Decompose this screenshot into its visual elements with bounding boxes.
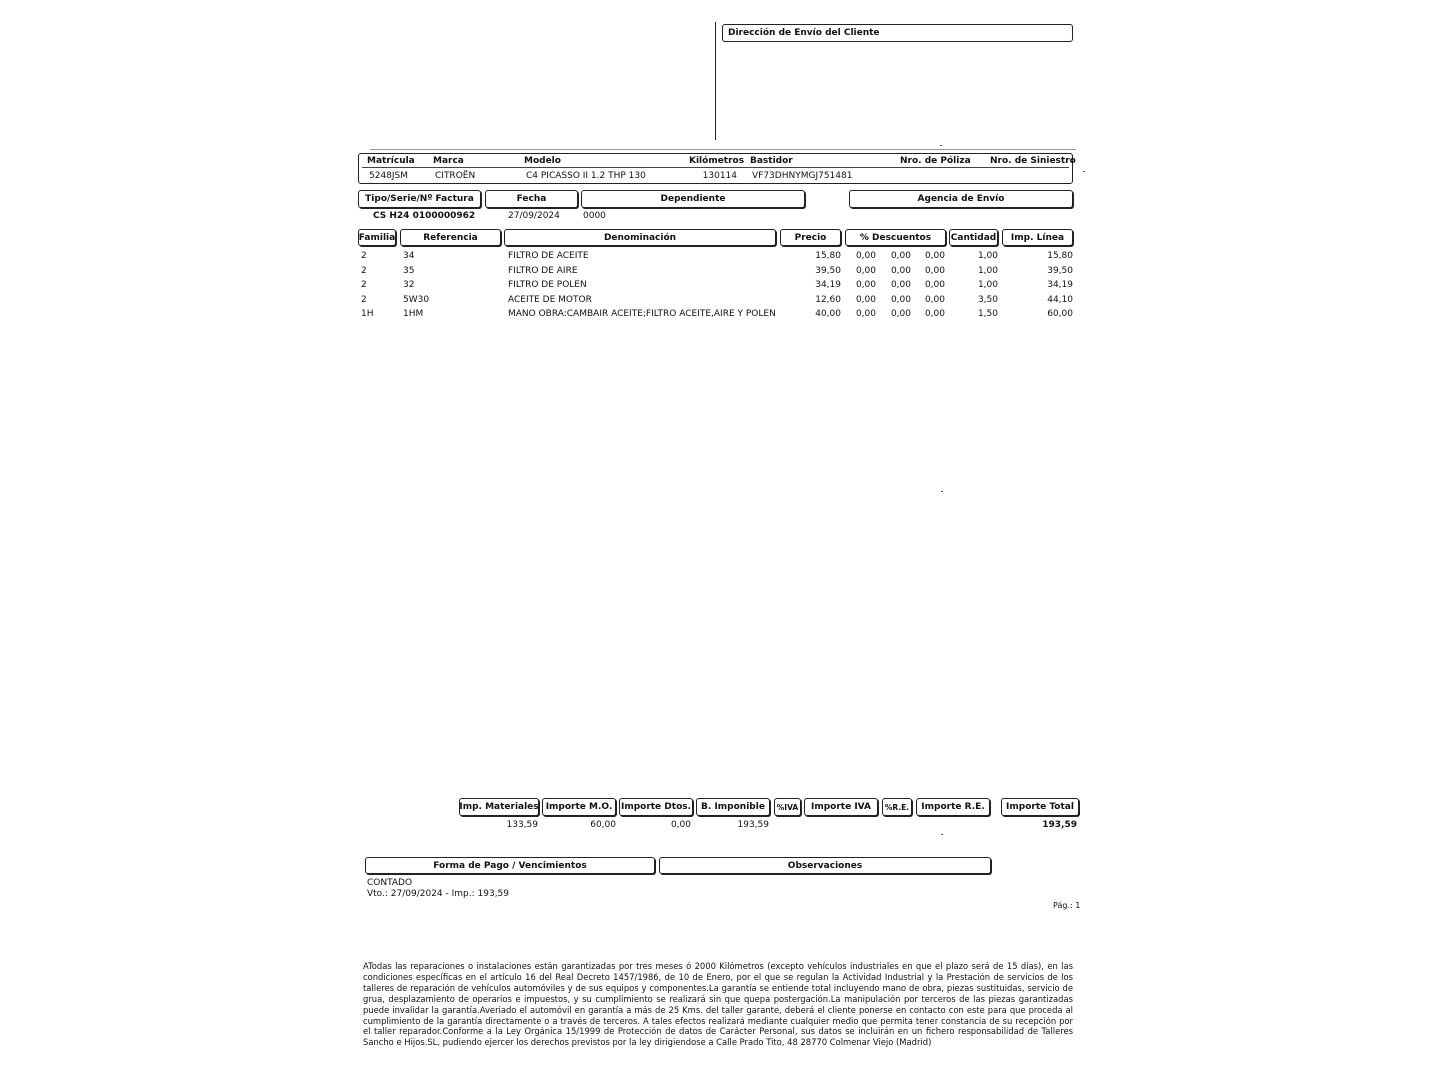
totals-vat-pct-header bbox=[774, 798, 801, 816]
totals-taxable-header bbox=[696, 798, 770, 816]
payment-header bbox=[365, 857, 655, 874]
row-discount-1: 0,00 bbox=[855, 280, 876, 290]
lines-amount-header bbox=[1002, 229, 1073, 246]
totals-re-pct-header bbox=[882, 798, 912, 816]
row-family: 2 bbox=[361, 251, 367, 261]
invoice-type-header bbox=[358, 190, 481, 208]
invoice-agency-label: Agencia de Envío bbox=[917, 194, 1005, 204]
row-quantity: 1,00 bbox=[977, 251, 998, 261]
row-reference: 32 bbox=[403, 280, 415, 290]
row-price: 15,80 bbox=[815, 251, 841, 261]
lines-discounts-header bbox=[845, 229, 946, 246]
address-left-rule bbox=[715, 22, 716, 140]
invoice-clerk-header bbox=[581, 190, 805, 208]
totals-vat-pct-label: %IVA bbox=[776, 802, 799, 812]
lines-price-header bbox=[780, 229, 841, 246]
invoice-date-header bbox=[485, 190, 578, 208]
row-discount-1: 0,00 bbox=[855, 251, 876, 261]
totals-discounts-label: Importe Dtos. bbox=[620, 802, 692, 812]
row-price: 12,60 bbox=[815, 294, 841, 305]
row-price: 34,19 bbox=[815, 280, 841, 290]
totals-re-pct-label: %R.E. bbox=[884, 802, 910, 812]
row-discount-2: 0,00 bbox=[890, 265, 911, 276]
row-description: FILTRO DE ACEITE bbox=[508, 251, 589, 261]
lines-family-header bbox=[358, 229, 396, 246]
legal-warranty-text: ATodas las reparaciones o instalaciones están garantizadas por tres meses ó 2000 Kilómetros (excepto vehículos industriales en que el plazo será de 15 días), en las condiciones específicas en el artículo 16 del Real Decreto 1457/1986, de 10 de Enero, por el que se regulan la Actividad Industrial y la Prestación de servicios de los talleres de reparación de vehículos automóviles y de sus equipos y componentes.La garantía se entiende total incluyendo mano de obra, piezas sustituidas, servicio de grua, desplazamiento de operarios e impuestos, y su cumplimiento se realizará sin que quepa postergación.La manipulación por terceros de las piezas garantizadas puede invalidar la garantía.Averiado el automóvil en garantía a más de 25 Kms. del taller garante, deberá el cliente ponerse en contacto con este para que proceda al cumplimiento de la garantía directamente o a través de terceros. A tales efectos realizará mediante cualquier medio que permita tener constancia de su recepción por el taller reparador.Conforme a la Ley Orgánica 15/1999 de Protección de datos de Carácter Personal, sus datos se incluirán en un fichero responsabilidad de Talleres Sancho e Hijos.SL, pudiendo ejercer los derechos previstos por la ley dirigiendose a Calle Prado Tito, 48 28770 Colmenar Viejo (Madrid) bbox=[363, 961, 1073, 1048]
totals-materials-label: Imp. Materiales bbox=[459, 802, 539, 812]
lines-discounts-label: % Descuentos bbox=[859, 232, 932, 243]
invoice-clerk-label: Dependiente bbox=[660, 194, 726, 204]
lines-quantity-label: Cantidad bbox=[950, 232, 997, 243]
row-discount-2: 0,00 bbox=[890, 294, 911, 305]
row-discount-3: 0,00 bbox=[924, 280, 945, 290]
row-family: 2 bbox=[361, 280, 367, 290]
row-family: 2 bbox=[361, 265, 367, 276]
row-reference: 1HM bbox=[403, 309, 424, 319]
scan-speck bbox=[941, 834, 943, 835]
row-description: FILTRO DE AIRE bbox=[508, 265, 578, 276]
row-amount: 15,80 bbox=[1047, 251, 1073, 261]
payment-method: CONTADO bbox=[367, 878, 413, 888]
scan-speck bbox=[941, 491, 943, 492]
observations-header bbox=[659, 857, 991, 874]
row-amount: 34,19 bbox=[1047, 280, 1073, 290]
totals-re-header bbox=[916, 798, 990, 816]
row-discount-3: 0,00 bbox=[924, 265, 945, 276]
invoice-number: CS H24 0100000962 bbox=[373, 211, 476, 221]
invoice-date-label: Fecha bbox=[516, 194, 547, 204]
totals-total-header bbox=[1001, 798, 1079, 816]
row-family: 1H bbox=[361, 309, 374, 319]
row-quantity: 1,00 bbox=[977, 280, 998, 290]
scan-speck bbox=[1083, 171, 1085, 172]
totals-materials-header bbox=[459, 798, 539, 816]
shipping-address-header bbox=[722, 24, 1073, 42]
payment-due: Vto.: 27/09/2024 - Imp.: 193,59 bbox=[367, 889, 510, 899]
totals-total-value: 193,59 bbox=[1042, 820, 1077, 830]
row-amount: 44,10 bbox=[1047, 294, 1073, 305]
lines-family-label: Familia bbox=[358, 232, 396, 243]
row-reference: 35 bbox=[403, 265, 415, 276]
lines-amount-label: Imp. Línea bbox=[1010, 232, 1065, 243]
row-discount-1: 0,00 bbox=[855, 265, 876, 276]
totals-total-label: Importe Total bbox=[1006, 802, 1074, 812]
invoice-clerk: 0000 bbox=[583, 211, 606, 221]
vehicle-model-header: Modelo bbox=[524, 156, 561, 166]
scan-speck bbox=[940, 145, 942, 146]
vehicle-header-rule bbox=[362, 167, 1069, 168]
vehicle-model-value: C4 PICASSO II 1.2 THP 130 bbox=[526, 171, 646, 181]
totals-taxable-label: B. Imponible bbox=[701, 802, 765, 812]
totals-re-label: Importe R.E. bbox=[921, 802, 985, 812]
invoice-date: 27/09/2024 bbox=[508, 211, 560, 221]
row-quantity: 1,50 bbox=[977, 309, 998, 319]
row-price: 39,50 bbox=[815, 265, 841, 276]
invoice-agency-header bbox=[849, 190, 1073, 208]
vehicle-claim-header: Nro. de Siniestro bbox=[990, 156, 1076, 166]
lines-reference-header bbox=[400, 229, 501, 246]
totals-labor-value: 60,00 bbox=[590, 820, 616, 830]
row-discount-3: 0,00 bbox=[924, 251, 945, 261]
row-description: ACEITE DE MOTOR bbox=[508, 294, 592, 305]
shipping-address-label: Dirección de Envío del Cliente bbox=[728, 28, 880, 38]
row-description: MANO OBRA:CAMBAIR ACEITE;FILTRO ACEITE,AIRE Y POLEN bbox=[508, 309, 776, 319]
totals-materials-value: 133,59 bbox=[506, 820, 538, 830]
vehicle-brand-header: Marca bbox=[433, 156, 464, 166]
vehicle-policy-header: Nro. de Póliza bbox=[900, 156, 971, 166]
lines-reference-label: Referencia bbox=[423, 232, 478, 243]
row-family: 2 bbox=[361, 294, 367, 305]
row-discount-2: 0,00 bbox=[890, 280, 911, 290]
row-amount: 39,50 bbox=[1047, 265, 1073, 276]
row-quantity: 1,00 bbox=[977, 265, 998, 276]
lines-quantity-header bbox=[949, 229, 998, 246]
totals-labor-label: Importe M.O. bbox=[545, 802, 613, 812]
vehicle-plate-header: Matrícula bbox=[367, 156, 415, 166]
lines-description-label: Denominación bbox=[603, 232, 677, 243]
row-reference: 34 bbox=[403, 251, 415, 261]
totals-discounts-header bbox=[619, 798, 693, 816]
vehicle-km-header: Kilómetros bbox=[689, 156, 745, 166]
lines-description-header bbox=[504, 229, 776, 246]
invoice-type-label: Tipo/Serie/Nº Factura bbox=[365, 194, 474, 204]
vehicle-vin-value: VF73DHNYMGJ751481 bbox=[752, 171, 853, 181]
row-discount-3: 0,00 bbox=[924, 294, 945, 305]
totals-labor-header bbox=[542, 798, 616, 816]
totals-discounts-value: 0,00 bbox=[670, 820, 691, 830]
totals-vat-label: Importe IVA bbox=[811, 802, 871, 812]
row-amount: 60,00 bbox=[1047, 309, 1073, 319]
row-discount-2: 0,00 bbox=[890, 309, 911, 319]
row-discount-1: 0,00 bbox=[855, 294, 876, 305]
vehicle-plate-value: 5248JSM bbox=[369, 171, 409, 181]
separator-rule bbox=[370, 149, 1076, 150]
observations-label: Observaciones bbox=[787, 860, 863, 871]
vehicle-vin-header: Bastidor bbox=[750, 156, 793, 166]
vehicle-brand-value: CITROËN bbox=[435, 171, 476, 181]
vehicle-km-value: 130114 bbox=[702, 171, 737, 181]
totals-taxable-value: 193,59 bbox=[737, 820, 769, 830]
row-discount-2: 0,00 bbox=[890, 251, 911, 261]
row-price: 40,00 bbox=[815, 309, 841, 319]
row-discount-1: 0,00 bbox=[855, 309, 876, 319]
totals-vat-header bbox=[804, 798, 878, 816]
row-reference: 5W30 bbox=[403, 294, 430, 305]
lines-price-label: Precio bbox=[794, 232, 827, 243]
row-discount-3: 0,00 bbox=[924, 309, 945, 319]
row-quantity: 3,50 bbox=[977, 294, 998, 305]
row-description: FILTRO DE POLEN bbox=[508, 280, 587, 290]
payment-label: Forma de Pago / Vencimientos bbox=[433, 860, 587, 871]
page-number: Pág.: 1 bbox=[1053, 901, 1081, 910]
